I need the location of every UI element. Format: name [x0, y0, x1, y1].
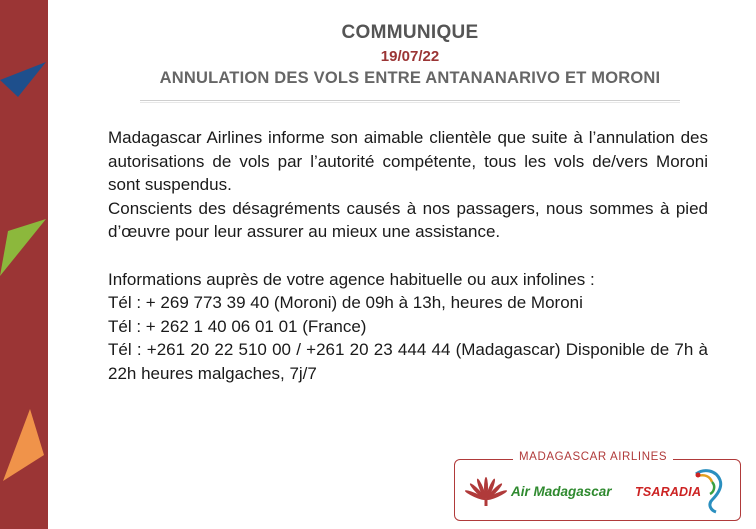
- bird-icon: [690, 466, 730, 514]
- communique-body: [108, 126, 708, 386]
- page-title: COMMUNIQUE: [341, 22, 479, 43]
- header: [140, 22, 680, 88]
- brand-air-madagascar: Air Madagascar: [511, 484, 612, 499]
- communique-date: 19/07/22: [380, 48, 440, 65]
- blue-triangle: [0, 62, 46, 97]
- phone-moroni: Tél : + 269 773 39 40 (Moroni) de 09h à 13h, heures de Moroni: [108, 293, 583, 313]
- header-divider: [140, 100, 680, 101]
- orange-triangle: [3, 409, 44, 481]
- info-heading: Informations auprès de votre agence habituelle ou aux infolines :: [108, 269, 595, 289]
- page-subtitle: ANNULATION DES VOLS ENTRE ANTANANARIVO ET MORONI: [159, 69, 661, 87]
- phone-madagascar: Tél : +261 20 22 510 00 / +261 20 23 444 44 (Madagascar) Disponible de 7h à 22h heures malgaches, 7j/7: [108, 340, 708, 383]
- airline-logo-panel: [454, 451, 741, 521]
- green-triangle: [0, 219, 46, 276]
- logo-caption: MADAGASCAR AIRLINES: [513, 451, 673, 463]
- paragraph-assistance: Conscients des désagréments causés à nos passagers, nous sommes à pied d’œuvre pour leur assurer au mieux une assistance.: [108, 198, 708, 242]
- brand-tsaradia: TSARADIA: [635, 485, 702, 499]
- traveller-palm-icon: [465, 476, 507, 506]
- paragraph-cancellation: Madagascar Airlines informe son aimable clientèle que suite à l’annulation des autorisations de vols par l’autorité compétente, tous les vols de/vers Moroni sont suspendus.: [108, 128, 708, 195]
- decorative-triangles: [0, 0, 60, 529]
- phone-france: Tél : + 262 1 40 06 01 01 (France): [108, 316, 367, 336]
- blank-line: [108, 244, 708, 268]
